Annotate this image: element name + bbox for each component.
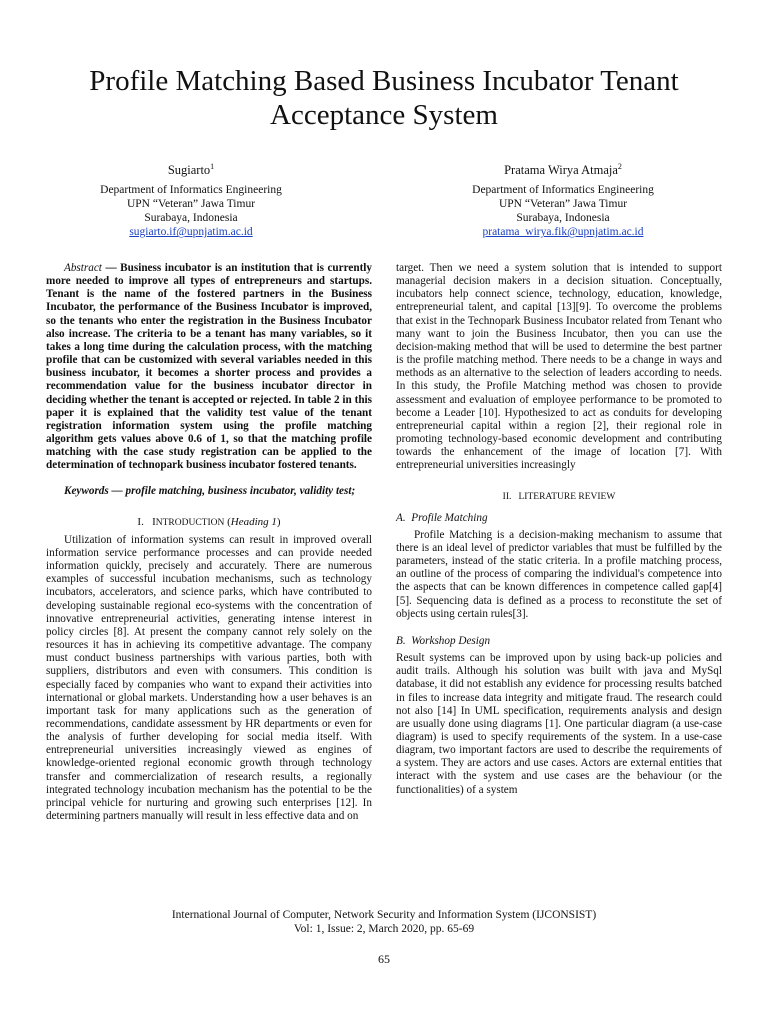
author-block-2 (418, 160, 708, 239)
introduction-continuation: target. Then we need a system solution that is intended to support managerial decision makers in a decision situation. Conceptually, incubators help connect science, technology, education, knowledge, entrepreneurial talent, and capital [13][9]. To overcome the problems that exist in the Technopark Business Incubator related from Tenant who many want to join the Business Incubator, then you can use the decision-making method that will be used to determine the best partner is the profile matching method. There needs to be a change in ways and methods as an alternative to the selection of leaders according to needs. In this study, the Profile Matching method was chosen to provide assessment and evaluation of employee performance to be promoted to become a Leader [10]. Hypothesized to act as conduits for developing entrepreneurial capital within a region [2], their regional role in promoting technology-based economic development and contributing towards the enhancement of the image of location [7]. With entrepreneurial universities increasingly (396, 262, 722, 472)
introduction-paragraph: Utilization of information systems can result in improved overall information service performance processes and can provide needed information quickly, precisely and accurately. There are numerous examples of successful incubation mechanisms, such as technology incubators, accelerators, and science parks, which have contributed to developing sustainable regional eco-systems with the concentration of innovative entrepreneurial activities, generating intense interest in policy circles [8]. At present the company cannot rely solely on the resources it has in achieving its competitive advantage. The company must conduct business partnerships with various parties, both with suppliers, distributors and even with consumers. This condition is especially faced by companies who want to expand their activities into international or global markets. Understanding how a user behaves is an important task for many applications such as the generation of recommendations, candidate assessment by HR departments or even for the analysis of further developing for social media itself. With entrepreneurial universities increasingly viewed as engines of knowledge-oriented regional economic growth through technology transfer and commercialization of research results, a regionally integrated technology incubation mechanism has the potential to be the principal vehicle for nurturing and growing such enterprises [12]. In determining partners manually will result in less effective data and on (46, 533, 372, 823)
journal-name: International Journal of Computer, Network Security and Information System (IJCONSIST) (171, 909, 597, 921)
subsection-heading-profile-matching: A. Profile Matching (396, 511, 488, 524)
abstract-text: — Business incubator is an institution that is currently more needed to improve all types of entrepreneurs and startups. Tenant is the name of the fostered partners in the Business Incubator, the performance of the Business Incubator is improved, so the tenants who enter the registration in the Business Incubator also increase. The criteria to be a tenant has many variables, so it takes a long time during the calculation process, with the matching profile that can be customized with several variables needed in this business incubator, it becomes a shorter process and provides a recommendation value for the business incubator director in deciding whether the tenant is accepted or rejected. In table 2 in this paper it is explained that the validity test value of the tenant registration information system using the profile matching algorithm gets values above 0.6 of 1, so that the matching profile matching with the case study registration can be applied to the determination of technopark business incubator fostered tenants. (46, 262, 372, 472)
subsection-heading-workshop-design: B. Workshop Design (396, 634, 491, 647)
author-univ: UPN “Veteran” Jawa Timur (498, 198, 628, 211)
author-city: Surabaya, Indonesia (144, 212, 238, 225)
profile-matching-paragraph: Profile Matching is a decision-making mechanism to assume that there is an ideal level of predictor variables that must be fulfilled by the parameters, instead of the static criteria. In a profile matching process, an outline of the process of comparing the individual's competence into the aspects that can be known differences in competence called gap[4][5]. Sequencing data is defined as a process to reconstitute the set of objects using certain rules[3]. (396, 528, 722, 620)
abstract (46, 262, 372, 473)
left-column (46, 262, 372, 823)
page-number: 65 (378, 952, 390, 966)
author-dept: Department of Informatics Engineering (472, 184, 654, 197)
author-name: Sugiarto$^1$ (167, 162, 215, 178)
author-univ: UPN “Veteran” Jawa Timur (126, 198, 256, 211)
journal-footer (60, 908, 708, 936)
author-block-1 (46, 160, 336, 239)
paper-title: Profile Matching Based Business Incubator Tenant Acceptance System (89, 65, 679, 131)
author-dept: Department of Informatics Engineering (100, 184, 282, 197)
section-heading-introduction: I. INTRODUCTION (Heading 1) (137, 515, 281, 528)
author-name: Pratama Wirya Atmaja$^2$ (504, 162, 622, 178)
journal-issue: Vol: 1, Issue: 2, March 2020, pp. 65-69 (293, 923, 475, 935)
section-heading-literature-review: II. LITERATURE REVIEW (502, 491, 616, 502)
author-email-link[interactable]: pratama_wirya.fik@upnjatim.ac.id (482, 226, 644, 239)
right-column (396, 262, 722, 797)
abstract-label: Abstract (64, 262, 102, 274)
author-city: Surabaya, Indonesia (516, 212, 610, 225)
workshop-design-paragraph: Result systems can be improved upon by using back-up policies and audit trails. Although his solution was built with java and MySql database, it did not establish any evidence for processing results batched in files to increase data integrity and mitigate fraud. The research could not also [14] In UML specification, requirements analysis and design are usually done using diagrams [1]. One particular diagram (a use-case diagram) is used to specify requirements of the system. In a use-case diagram, two important factors are used to describe the requirements of a system. They are actors and use cases. Actors are external entities that interact with the system and use cases are the behaviour (or the functionalities) of a system (396, 652, 722, 796)
author-email-link[interactable]: sugiarto.if@upnjatim.ac.id (129, 226, 253, 239)
keywords: Keywords — profile matching, business incubator, validity test; (64, 484, 356, 497)
